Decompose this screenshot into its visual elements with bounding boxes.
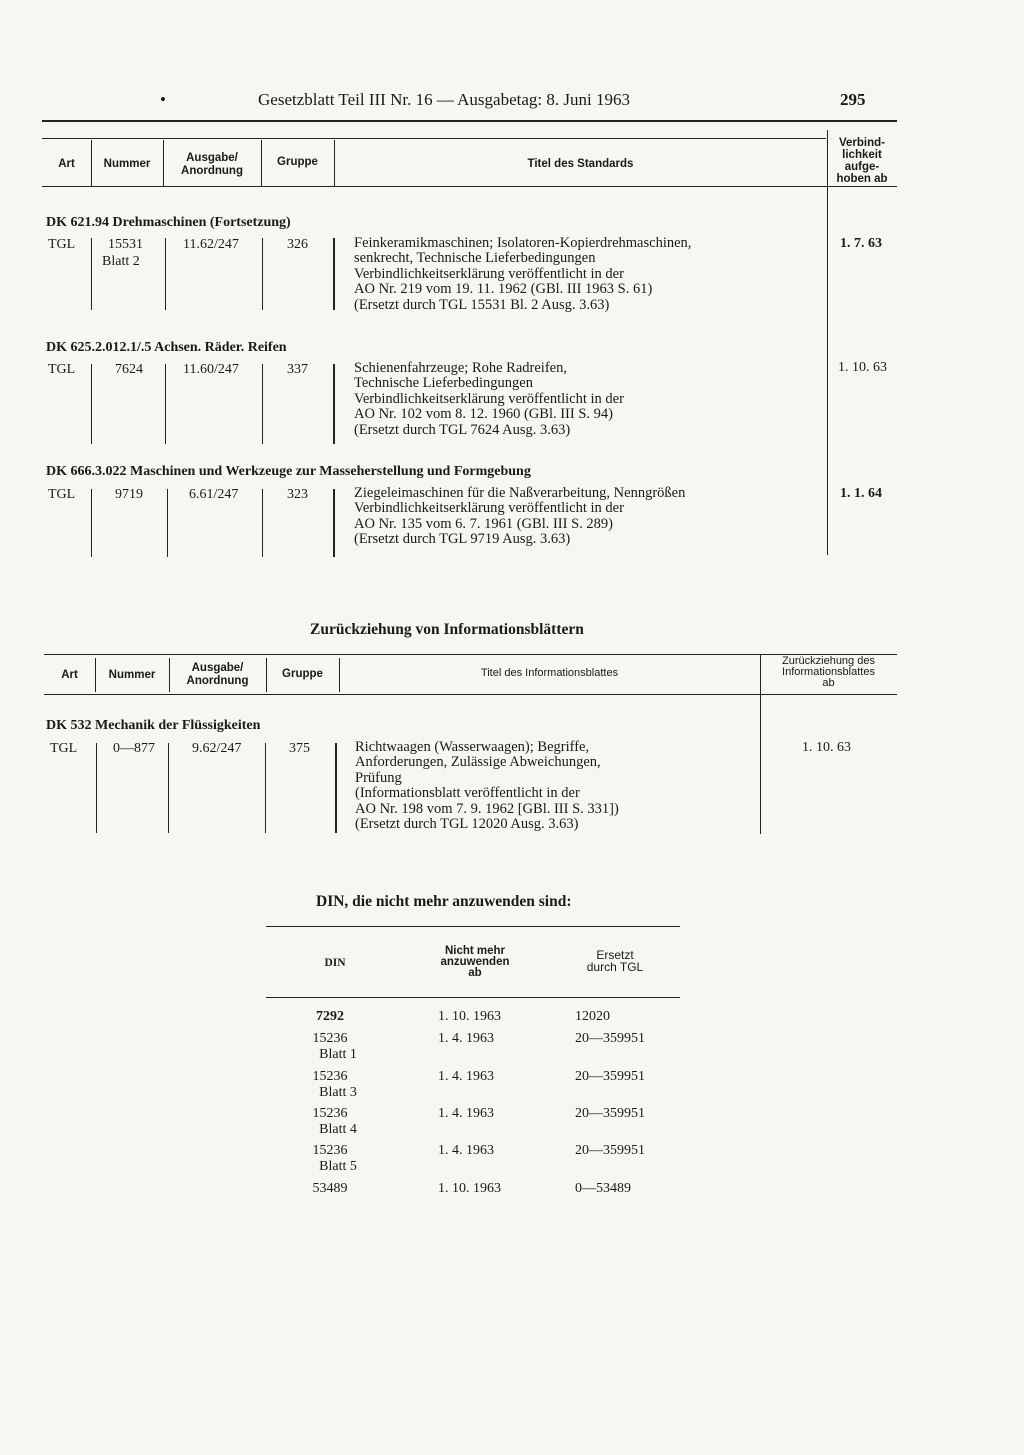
col-art: Art (61, 669, 78, 681)
row-divider (165, 238, 166, 310)
col-nicht-mehr-line2: anzuwenden (440, 956, 510, 968)
din-replacement: 12020 (575, 1009, 610, 1024)
row-divider (91, 238, 92, 310)
din-blatt: Blatt 1 (319, 1047, 357, 1062)
row-gruppe: 337 (287, 362, 308, 377)
col-zurueckziehung-line2: Informationsblattes (782, 666, 875, 678)
col-nummer: Nummer (108, 669, 156, 681)
title-line: Verbindlichkeitserklärung veröffentlicht in der (354, 390, 624, 407)
row-divider (91, 364, 92, 444)
title-line: Feinkeramikmaschinen; Isolatoren-Kopierdrehmaschinen, (354, 235, 692, 251)
din-date: 1. 4. 1963 (438, 1031, 494, 1046)
din-replacement: 20—359951 (575, 1031, 645, 1046)
table1-col-divider-5 (827, 130, 828, 555)
row-divider (335, 743, 337, 833)
title-line: Prüfung (355, 769, 402, 786)
din-number: 7292 (316, 1009, 344, 1024)
col-ausgabe-line1: Ausgabe/ (191, 662, 244, 674)
table3-top-rule (266, 926, 680, 927)
col-gruppe: Gruppe (282, 668, 323, 680)
row-divider (333, 364, 335, 444)
row-ausgabe: 9.62/247 (192, 741, 242, 756)
section-title-din: DIN, die nicht mehr anzuwenden sind: (316, 893, 572, 910)
row-art: TGL (48, 487, 76, 502)
row-divider (91, 489, 92, 557)
row-nummer: 9719 (115, 487, 143, 502)
col-zurueckziehung-line3: ab (822, 677, 835, 689)
table3-header-rule (266, 997, 680, 998)
col-verbind-line4: hoben ab (836, 173, 888, 185)
din-blatt: Blatt 4 (319, 1122, 357, 1137)
row-ausgabe: 11.60/247 (183, 362, 239, 377)
row-divider (168, 743, 169, 833)
title-line: (Ersetzt durch TGL 15531 Bl. 2 Ausg. 3.63) (354, 296, 610, 313)
row-nummer: 15531 (108, 237, 143, 252)
table2-top-rule (44, 654, 897, 655)
row-divider (262, 364, 263, 444)
din-number: 15236 (312, 1031, 348, 1046)
page-number: 295 (840, 90, 866, 109)
col-gruppe: Gruppe (277, 156, 318, 168)
table2-header-rule (44, 694, 897, 695)
row-art: TGL (48, 237, 76, 252)
din-date: 1. 4. 1963 (438, 1143, 494, 1158)
title-line: AO Nr. 198 vom 7. 9. 1962 [GBl. III S. 331]) (355, 800, 619, 817)
row-art: TGL (48, 362, 76, 377)
col-nicht-mehr-line1: Nicht mehr (444, 945, 506, 957)
row-title (354, 236, 691, 313)
section-heading: DK 666.3.022 Maschinen und Werkzeuge zur Masseherstellung und Formgebung (46, 464, 531, 479)
row-divider (333, 238, 335, 310)
din-date: 1. 4. 1963 (438, 1106, 494, 1121)
row-divider (165, 364, 166, 444)
row-date: 1. 7. 63 (840, 236, 882, 251)
col-titel: Titel des Informationsblattes (480, 667, 619, 679)
row-divider (96, 743, 97, 833)
col-ersetzt-line2: durch TGL (586, 960, 644, 974)
header-dot: • (160, 90, 166, 109)
col-ausgabe-line1: Ausgabe/ (186, 152, 238, 164)
col-nicht-mehr-line3: ab (468, 967, 482, 979)
row-gruppe: 326 (287, 237, 308, 252)
col-ausgabe-line2: Anordnung (181, 165, 243, 177)
row-divider (262, 489, 263, 557)
col-ersetzt-line1: Ersetzt (596, 948, 634, 962)
title-line: AO Nr. 102 vom 8. 12. 1960 (GBl. III S. 94) (354, 406, 613, 423)
col-din: DIN (324, 957, 346, 969)
row-nummer: 7624 (115, 362, 143, 377)
col-verbind-line3: aufge- (844, 161, 880, 173)
din-replacement: 0—53489 (575, 1181, 631, 1196)
col-nummer: Nummer (103, 158, 151, 170)
row-ausgabe: 6.61/247 (189, 487, 239, 502)
row-nummer-blatt: Blatt 2 (102, 254, 140, 269)
section-title-zurueckziehung: Zurückziehung von Informationsblättern (310, 621, 584, 638)
title-line: Anforderungen, Zulässige Abweichungen, (355, 754, 601, 771)
section-heading: DK 621.94 Drehmaschinen (Fortsetzung) (46, 215, 291, 230)
din-number: 53489 (312, 1181, 348, 1196)
row-nummer: 0—877 (113, 741, 155, 756)
din-replacement: 20—359951 (575, 1069, 645, 1084)
table1-header-rule (42, 186, 897, 187)
title-line: Ziegeleimaschinen für die Naßverarbeitung, Nenngrößen (354, 485, 686, 501)
col-zurueckziehung-line1: Zurückziehung des (782, 655, 875, 667)
row-date: 1. 10. 63 (838, 360, 887, 375)
row-date: 1. 1. 64 (840, 486, 882, 501)
page-header: Gesetzblatt Teil III Nr. 16 — Ausgabetag: 8. Juni 1963 (258, 90, 630, 109)
row-date: 1. 10. 63 (802, 740, 851, 755)
row-title (354, 361, 624, 438)
din-number: 15236 (312, 1106, 348, 1121)
section-heading: DK 625.2.012.1/.5 Achsen. Räder. Reifen (46, 340, 287, 355)
row-ausgabe: 11.62/247 (183, 237, 239, 252)
col-verbind-line1: Verbind- (838, 137, 885, 149)
table1-top-rule (42, 120, 897, 122)
title-line: (Ersetzt durch TGL 9719 Ausg. 3.63) (354, 531, 571, 548)
din-blatt: Blatt 3 (319, 1085, 357, 1100)
title-line: (Ersetzt durch TGL 7624 Ausg. 3.63) (354, 421, 571, 438)
row-divider (265, 743, 266, 833)
din-blatt: Blatt 5 (319, 1159, 357, 1174)
title-line: Verbindlichkeitserklärung veröffentlicht in der (354, 265, 624, 282)
section-heading: DK 532 Mechanik der Flüssigkeiten (46, 718, 261, 733)
row-divider (333, 489, 335, 557)
title-line: senkrecht, Technische Lieferbedingungen (354, 250, 596, 267)
title-line: AO Nr. 219 vom 19. 11. 1962 (GBl. III 1963 S. 61) (354, 281, 653, 298)
title-line: Verbindlichkeitserklärung veröffentlicht in der (354, 500, 624, 517)
title-line: (Informationsblatt veröffentlicht in der (355, 785, 580, 802)
title-line: Schienenfahrzeuge; Rohe Radreifen, (354, 360, 567, 376)
din-number: 15236 (312, 1143, 348, 1158)
row-gruppe: 375 (289, 741, 310, 756)
title-line: Richtwaagen (Wasserwaagen); Begriffe, (355, 739, 590, 755)
din-replacement: 20—359951 (575, 1143, 645, 1158)
row-title (354, 486, 685, 548)
din-number: 15236 (312, 1069, 348, 1084)
title-line: AO Nr. 135 vom 6. 7. 1961 (GBl. III S. 289) (354, 515, 613, 532)
row-divider (262, 238, 263, 310)
din-date: 1. 10. 1963 (438, 1009, 501, 1024)
table1-top-rule-thin (42, 138, 826, 139)
din-replacement: 20—359951 (575, 1106, 645, 1121)
row-art: TGL (50, 741, 78, 756)
row-divider (167, 489, 168, 557)
title-line: (Ersetzt durch TGL 12020 Ausg. 3.63) (355, 815, 579, 832)
title-line: Technische Lieferbedingungen (354, 375, 533, 392)
row-gruppe: 323 (287, 487, 308, 502)
din-date: 1. 4. 1963 (438, 1069, 494, 1084)
col-ausgabe-line2: Anordnung (186, 675, 249, 687)
col-titel: Titel des Standards (527, 158, 634, 170)
col-art: Art (58, 158, 75, 170)
din-date: 1. 10. 1963 (438, 1181, 501, 1196)
row-title (355, 740, 619, 832)
col-verbind-line2: lichkeit (842, 149, 882, 161)
